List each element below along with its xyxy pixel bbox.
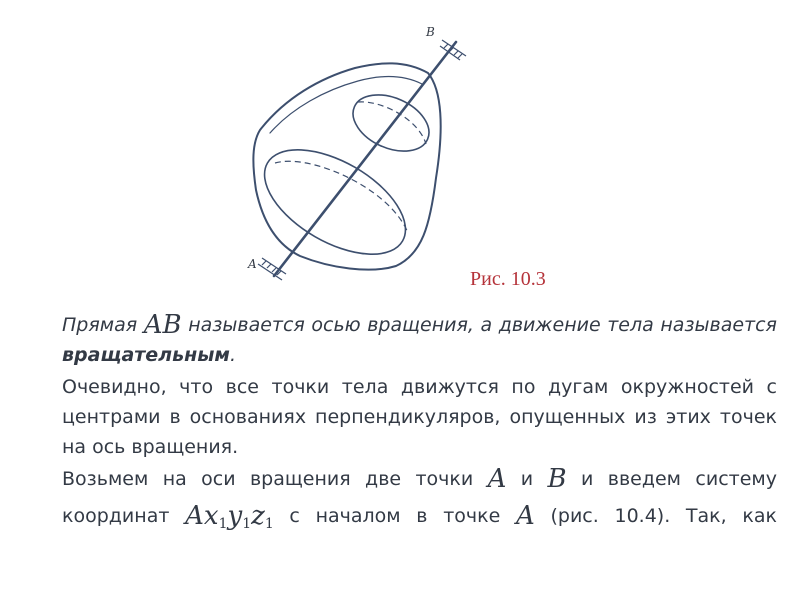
rotation-axis bbox=[274, 42, 456, 276]
paragraph-axis-definition: Прямая AB называется осью вращения, а движение тела называется вращательным. bbox=[62, 310, 777, 366]
upper-ellipse bbox=[344, 84, 437, 162]
math-a-origin: A bbox=[516, 501, 535, 531]
figure-caption: Рис. 10.3 bbox=[470, 268, 546, 290]
bearing-a bbox=[258, 258, 286, 280]
term-rotational: вращательным bbox=[62, 344, 230, 366]
body-inner-outline bbox=[270, 76, 422, 133]
math-a: A bbox=[487, 464, 507, 494]
body-outline bbox=[253, 63, 440, 269]
label-b: B bbox=[426, 25, 435, 39]
math-b: B bbox=[547, 464, 567, 494]
label-a: A bbox=[248, 257, 257, 271]
paragraph-points-move: Очевидно, что все точки тела движутся по дугам окружностей с центрами в основаниях перпендикуляров, опущенных из этих точек на ось вращения. bbox=[62, 376, 777, 458]
math-coordinates: $Ax_1y_1z_1$ bbox=[185, 501, 274, 532]
paragraph-coordinate-system: Возьмем на оси вращения две точки A и B и введем систему координат $Ax_1y_1z_1$ с началом в точке A (рис. 10.4). Так, как bbox=[62, 464, 777, 532]
math-ab: AB bbox=[143, 310, 182, 340]
rotation-body-figure bbox=[230, 18, 480, 298]
